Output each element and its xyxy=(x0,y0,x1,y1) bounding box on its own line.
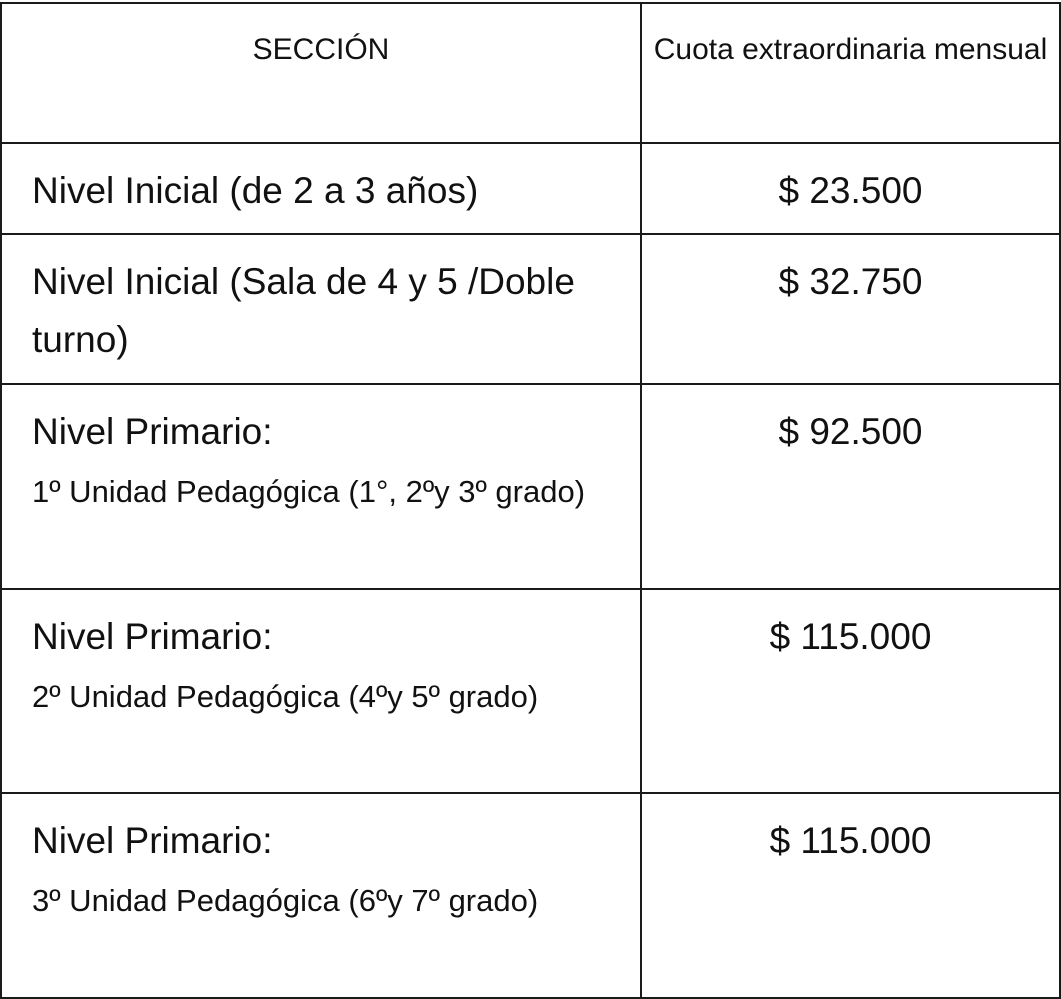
detail-label: 1º Unidad Pedagógica (1°, 2ºy 3º grado) xyxy=(32,474,586,509)
level-label: Nivel Inicial (Sala de 4 y 5 /Doble turno) xyxy=(32,261,575,360)
table-row xyxy=(1,234,1060,384)
table-row xyxy=(1,793,1060,998)
section-cell xyxy=(1,793,641,998)
amount-cell: $ 92.500 xyxy=(641,384,1060,589)
table-row xyxy=(1,589,1060,793)
detail-label: 3º Unidad Pedagógica (6ºy 7º grado) xyxy=(32,883,539,918)
level-label: Nivel Primario: xyxy=(32,616,273,657)
fee-table xyxy=(0,2,1061,999)
header-row xyxy=(1,3,1060,143)
level-label: Nivel Primario: xyxy=(32,411,273,452)
section-cell xyxy=(1,234,641,384)
section-cell xyxy=(1,384,641,589)
table-row xyxy=(1,143,1060,234)
amount-cell: $ 32.750 xyxy=(641,234,1060,384)
level-label: Nivel Inicial (de 2 a 3 años) xyxy=(32,170,479,211)
table-row xyxy=(1,384,1060,589)
amount-cell: $ 115.000 xyxy=(641,589,1060,793)
section-cell xyxy=(1,589,641,793)
level-label: Nivel Primario: xyxy=(32,820,273,861)
detail-label: 2º Unidad Pedagógica (4ºy 5º grado) xyxy=(32,679,539,714)
section-cell xyxy=(1,143,641,234)
amount-cell: $ 23.500 xyxy=(641,143,1060,234)
amount-cell: $ 115.000 xyxy=(641,793,1060,998)
seccion-header: SECCIÓN xyxy=(1,3,641,143)
cuota-header: Cuota extraordinaria mensual xyxy=(641,3,1060,143)
